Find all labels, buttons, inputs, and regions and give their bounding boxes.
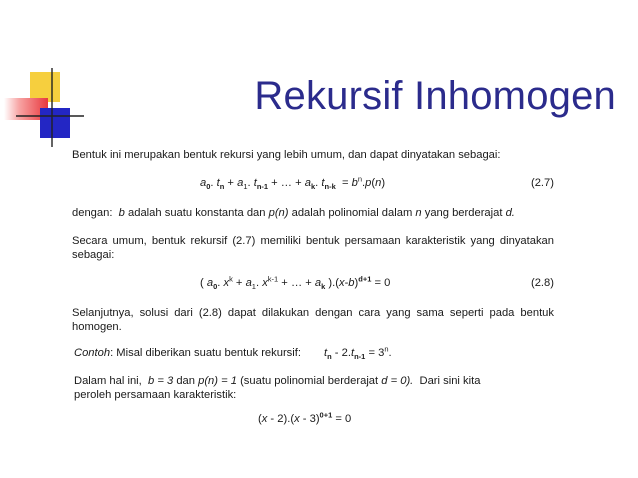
deco-blue-square [40,108,70,138]
corner-decoration [0,0,120,150]
equation-2-7-expression: $a_0$. $t_n + a_1$. $t_{n-1}$ + … + $a_k$. $t_{n-k} = b^n.p(n)$ [200,174,386,192]
paragraph-example-detail: Dalam hal ini, b = 3 dan p(n) = 1 (suatu polinomial berderajat d = 0). Dari sini kita peroleh persamaan karakteristik: [74,375,481,401]
equation-2-7-number: (2.7) [530,177,554,189]
paragraph-definition: dengan: b adalah suatu konstanta dan p(n) adalah polinomial dalam n yang berderajat d. [72,207,515,219]
example-line [74,346,554,362]
equation-2-8-number: (2.8) [530,277,554,289]
example-text: : Misal diberikan suatu bentuk rekursif: [110,347,301,359]
paragraph-solution: Selanjutnya, solusi dari (2.8) dapat dilakukan dengan cara yang sama seperti pada bentuk homogen. [72,307,554,333]
equation-2-8-expression: ( $a_0$. $x^k + a_1$. $x^{k-1}$ + … + $a_k$ )$.(x-b)^{d+1} = 0$ [200,274,391,292]
equation-2-7 [72,176,554,192]
page-title: Rekursif Inhomogen [254,74,616,118]
example-expression: $t_n - 2.t_{n-1} = 3^n$. [324,344,392,362]
paragraph-characteristic: Secara umum, bentuk rekursif (2.7) memiliki bentuk persamaan karakteristik yang dinyatakan sebagai: [72,235,554,261]
slide-body [72,148,554,428]
deco-yellow-square [30,72,60,102]
paragraph-intro: Bentuk ini merupakan bentuk rekursi yang lebih umum, dan dapat dinyatakan sebagai: [72,149,501,161]
equation-final: (x - 2).(x - 3)$^{0+1}$ = 0 [258,410,352,425]
equation-2-8 [72,276,554,292]
example-label: Contoh [74,347,111,359]
